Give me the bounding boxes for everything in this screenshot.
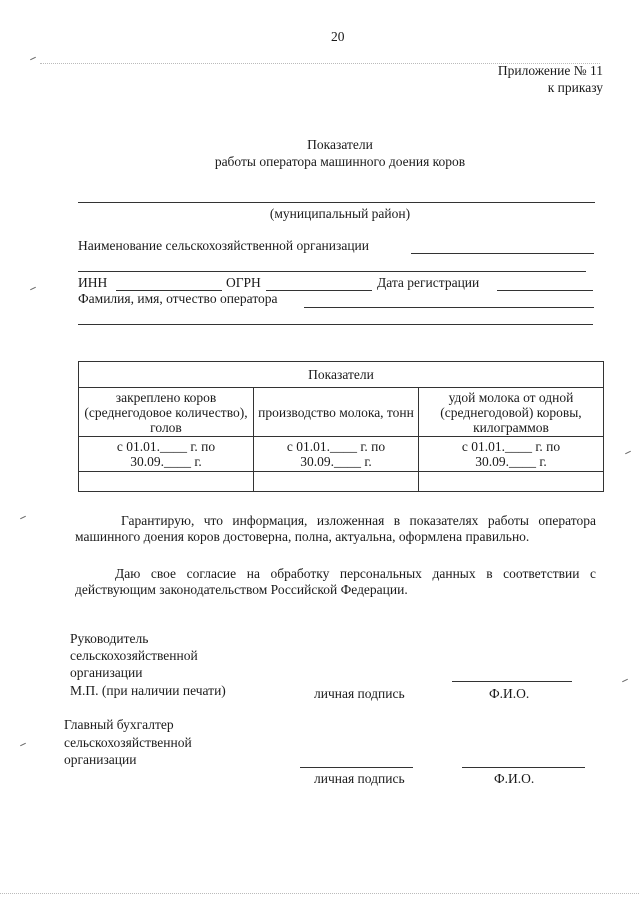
guarantee-paragraph: Гарантирую, что информация, изложенная в показателях работы оператора машинного доения коров достоверна, полна, актуальна, оформлена правильно.: [75, 513, 596, 544]
operator-name-field-continued[interactable]: [78, 324, 593, 325]
head-title-line1: Руководитель: [70, 631, 149, 646]
ogrn-field[interactable]: [266, 290, 372, 291]
column-header-milk-yield: удой молока от одной (среднегодовой) коровы, килограммов: [419, 388, 604, 437]
scan-mark: [30, 57, 36, 60]
operator-name-label: Фамилия, имя, отчество оператора: [78, 291, 278, 306]
period-line1: с 01.01.____ г. по: [116, 439, 216, 454]
accountant-title-line2: сельскохозяйственной: [64, 735, 192, 750]
indicators-table: [78, 361, 604, 492]
period-line1: с 01.01.____ г. по: [461, 439, 561, 454]
district-caption: (муниципальный район): [269, 206, 411, 221]
accountant-title-line1: Главный бухгалтер: [64, 717, 174, 732]
page-number: 20: [331, 29, 345, 44]
head-title-line3: организации: [70, 665, 143, 680]
scan-mark: [20, 516, 26, 519]
scan-bottom-line: [0, 893, 639, 894]
period-line2: 30.09.____ г.: [130, 454, 202, 469]
title-line2: работы оператора машинного доения коров: [214, 154, 466, 169]
inn-label: ИНН: [78, 275, 108, 290]
accountant-title-line3: организации: [64, 752, 137, 767]
reg-date-label: Дата регистрации: [377, 275, 480, 290]
head-name-line[interactable]: [452, 681, 572, 682]
scan-mark: [625, 451, 631, 454]
table-header: Показатели: [79, 362, 604, 388]
value-cell-milk-yield[interactable]: [419, 472, 604, 492]
scan-mark: [622, 679, 628, 682]
period-line2: 30.09.____ г.: [475, 454, 547, 469]
column-header-milk-production: производство молока, тонн: [254, 388, 419, 437]
appendix-line1: Приложение № 11: [497, 63, 603, 78]
consent-paragraph: Даю свое согласие на обработку персональных данных в соответствии с действующим законодательством Российской Федерации.: [75, 566, 596, 597]
period-cell: [254, 437, 419, 472]
org-name-field-continued[interactable]: [78, 271, 586, 272]
accountant-name-label: Ф.И.О.: [494, 771, 535, 786]
period-cell: [79, 437, 254, 472]
accountant-signature-label: личная подпись: [314, 771, 405, 786]
value-cell-cows[interactable]: [79, 472, 254, 492]
operator-name-field[interactable]: [304, 307, 594, 308]
head-title-line2: сельскохозяйственной: [70, 648, 198, 663]
org-name-label: Наименование сельскохозяйственной организации: [78, 238, 370, 253]
title-line1: Показатели: [307, 137, 373, 152]
accountant-name-line[interactable]: [462, 767, 585, 768]
org-name-field[interactable]: [411, 253, 594, 254]
period-line2: 30.09.____ г.: [300, 454, 372, 469]
reg-date-field[interactable]: [497, 290, 593, 291]
value-cell-milk-production[interactable]: [254, 472, 419, 492]
period-line1: с 01.01.____ г. по: [286, 439, 386, 454]
district-line: [78, 202, 595, 203]
head-name-label: Ф.И.О.: [489, 686, 530, 701]
accountant-signature-line[interactable]: [300, 767, 413, 768]
stamp-note: М.П. (при наличии печати): [70, 683, 226, 698]
appendix-line2: к приказу: [547, 80, 603, 95]
period-cell: [419, 437, 604, 472]
column-header-cows: закреплено коров (среднегодовое количество), голов: [79, 388, 254, 437]
scan-mark: [30, 287, 36, 290]
ogrn-label: ОГРН: [226, 275, 261, 290]
head-signature-label: личная подпись: [314, 686, 405, 701]
scan-mark: [20, 743, 26, 746]
